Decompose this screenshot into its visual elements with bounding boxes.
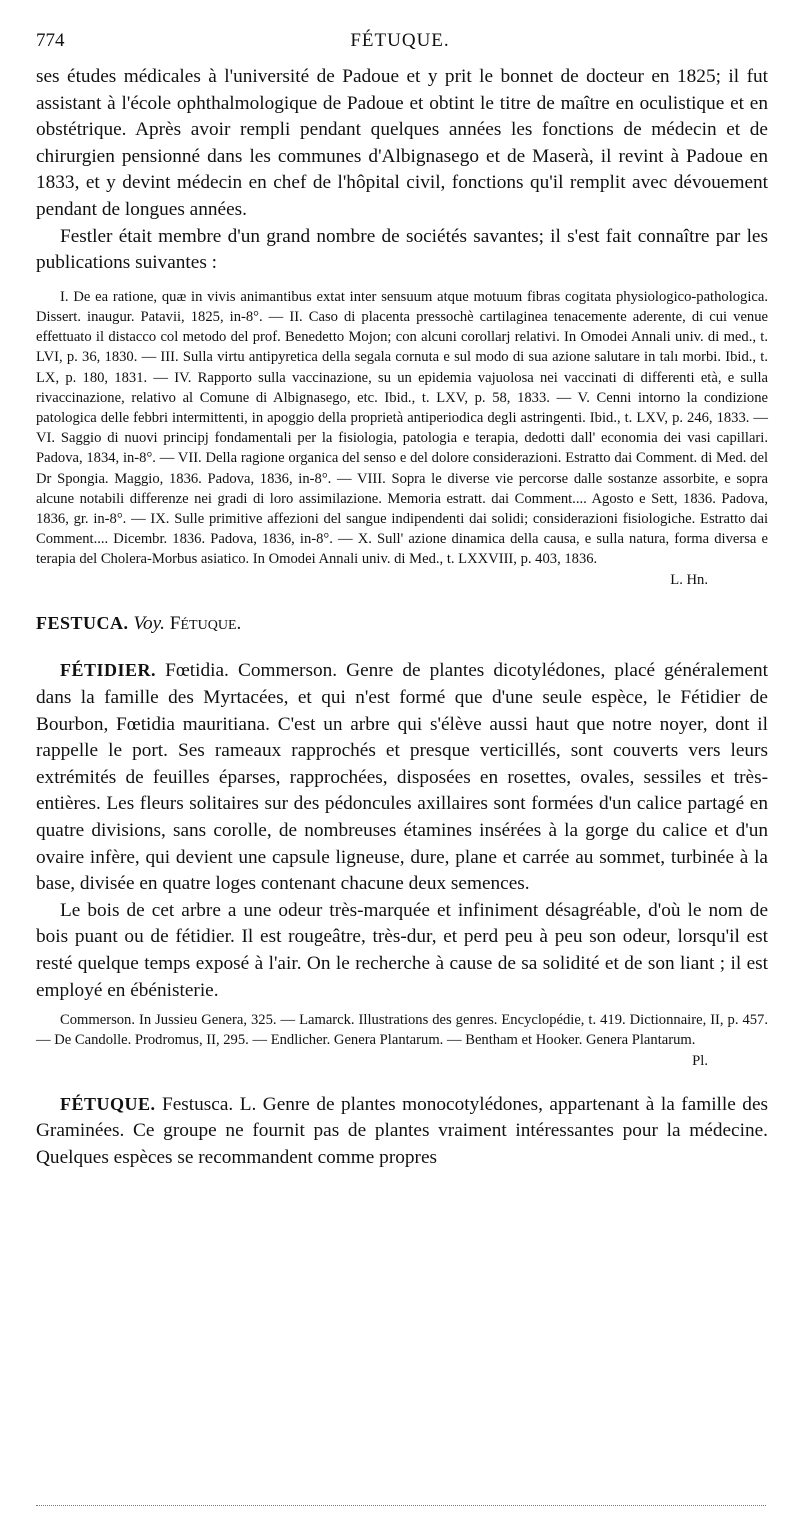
- entry-headword: FÉTIDIER.: [60, 660, 157, 681]
- entry-text: Festusca. L. Genre de plantes monocotylédones, appartenant à la famille des Graminées. Ce groupe ne fournit pas de plantes vraiment intéressantes pour la médecine. Quelques espèces se recommandent comme propres: [36, 1093, 769, 1168]
- entry-fetidier-wood-paragraph: Le bois de cet arbre a une odeur très-marquée et infiniment désagréable, d'où le nom de bois puant ou de fétidier. Il est rougeâtre, très-dur, et perd peu à peu son odeur, lorsqu'il est resté quelque temps exposé à l'air. On le recherche à cause de sa solidité et de son liant ; il est employé en ébénisterie.: [36, 899, 768, 1001]
- entry-festuca: [36, 610, 768, 638]
- entry-fetidier-references: Commerson. In Jussieu Genera, 325. — Lamarck. Illustrations des genres. Encyclopédie, t. 419. Dictionnaire, II, p. 457. — De Candolle. Prodromus, II, 295. — Endlicher. Genera Plantarum. — Bentham et Hooker. Genera Plantarum.: [36, 1012, 768, 1049]
- page-header: [36, 30, 764, 54]
- entry-signature: Pl.: [692, 1052, 708, 1069]
- author-signature: L. Hn.: [670, 571, 708, 588]
- page-body: [36, 64, 768, 1172]
- entry-fetidier-paragraph: [36, 657, 768, 897]
- continuation-paragraph: ses études médicales à l'université de Padoue et y prit le bonnet de docteur en 1825; il fut assistant à l'école ophthalmologique de Padoue et obtint le titre de maître en oculistique et en obstétrique. Après avoir rempli pendant quelques années les fonctions de médecin et de chirurgien pensionné dans les communes d'Albignasego et de Maserà, il revint à Padoue en 1833, et y devint médecin en chef de l'hôpital civil, fonctions qu'il remplit avec dévouement pendant de longues années.: [36, 66, 768, 220]
- entry-text: Fœtidia. Commerson. Genre de plantes dicotylédones, placé généralement dans la famille des Myrtacées, et qui n'est formé que d'une seule espèce, le Fétidier de Bourbon, Fœtidia mauritiana. C'est un arbre qui s'élève aussi haut que notre noyer, dont il rappelle le port. Ses rameaux rapprochés et presque verticillés, sont couverts vers leurs extrémités de feuilles éparses, rapprochées, disposées en rosettes, ovales, sessiles et très-entières. Les fleurs solitaires sur des pédoncules axillaires sont formées d'un calice partagé en quatre divisions, sans corolle, de nombreuses étamines insérées à la gorge du calice et d'un ovaire infère, qui devient une capsule ligneuse, dure, plane et carrée au sommet, turbinée à la base, divisée en quatre loges contenant chacune deux semences.: [36, 660, 768, 895]
- cross-ref-label: Voy.: [133, 612, 165, 634]
- running-title: FÉTUQUE.: [350, 30, 450, 51]
- entry-headword: FÉTUQUE.: [60, 1093, 156, 1114]
- entry-headword: FESTUCA.: [36, 612, 129, 633]
- cross-ref-target: Fétuque.: [169, 612, 242, 634]
- entry-fetuque-paragraph: [36, 1091, 768, 1172]
- festler-memberships-paragraph: Festler était membre d'un grand nombre de sociétés savantes; il s'est fait connaître par les publications suivantes :: [36, 225, 768, 274]
- publications-list: I. De ea ratione, quæ in vivis animantibus extat inter sensuum atque motuum fibras cogitata physiologico-pathologica. Dissert. inaugur. Patavii, 1825, in-8°. — II. Caso di placenta pressochè cartilaginea tenacemente aderente, di cui venue effettuato il distacco col metodo del prof. Benedetto Mojon; con alcuni corollarj relativi. In Omodei Annali univ. di med., t. LVI, p. 36, 1830. — III. Sulla virtu antipyretica della segala cornuta e sul modo di sua azione salutare in talı morbi. Ibid., t. LX, p. 180, 1831. — IV. Rapporto sulla vaccinazione, su un epidemia vajuolosa nei vaccinati di differenti età, e sulla rivaccinazione, relativo al Comune di Albignasego, etc. Ibid., t. LXV, p. 58, 1833. — V. Cenni intorno la condizione patologica delle febbri intermittenti, in apoggio della proprietà antiperiodica degli astringenti. Ibid., t. LXV, p. 246, 1833. — VI. Saggio di nuovi principj fondamentali per la fisiologia, patologia e terapia, dedotti dall' economia dei vasi capillari. Padova, 1834, in-8°. — VII. Della ragione organica del senso e del dolore considerazioni. Estratto dai Comment. di Med. del Dr Spongia. Maggio, 1836. Padova, 1836, in-8°. — VIII. Sopra le diverse vie percorse dalle sostanze assorbite, e sopra alcune notabili differenze nei gradi di loro assimilazione. Memoria estratt. dai Comment.... Agosto e Sett, 1836. Padova, 1836, gr. in-8°. — IX. Sulle primitive affezioni del sangue indipendenti dai solidi; considerazioni fisiologiche. Estratto dai Comment.... Dicembr. 1836. Padova, 1836, in-8°. — X. Sull' azione dinamica della causa, e sulla natura, forma diversa e terapia del Cholera-Morbus asiatico. In Omodei Annali univ. di Med., t. LXXVIII, p. 403, 1836.: [36, 288, 768, 568]
- bottom-divider: [36, 1505, 766, 1506]
- page-number: 774: [36, 30, 65, 51]
